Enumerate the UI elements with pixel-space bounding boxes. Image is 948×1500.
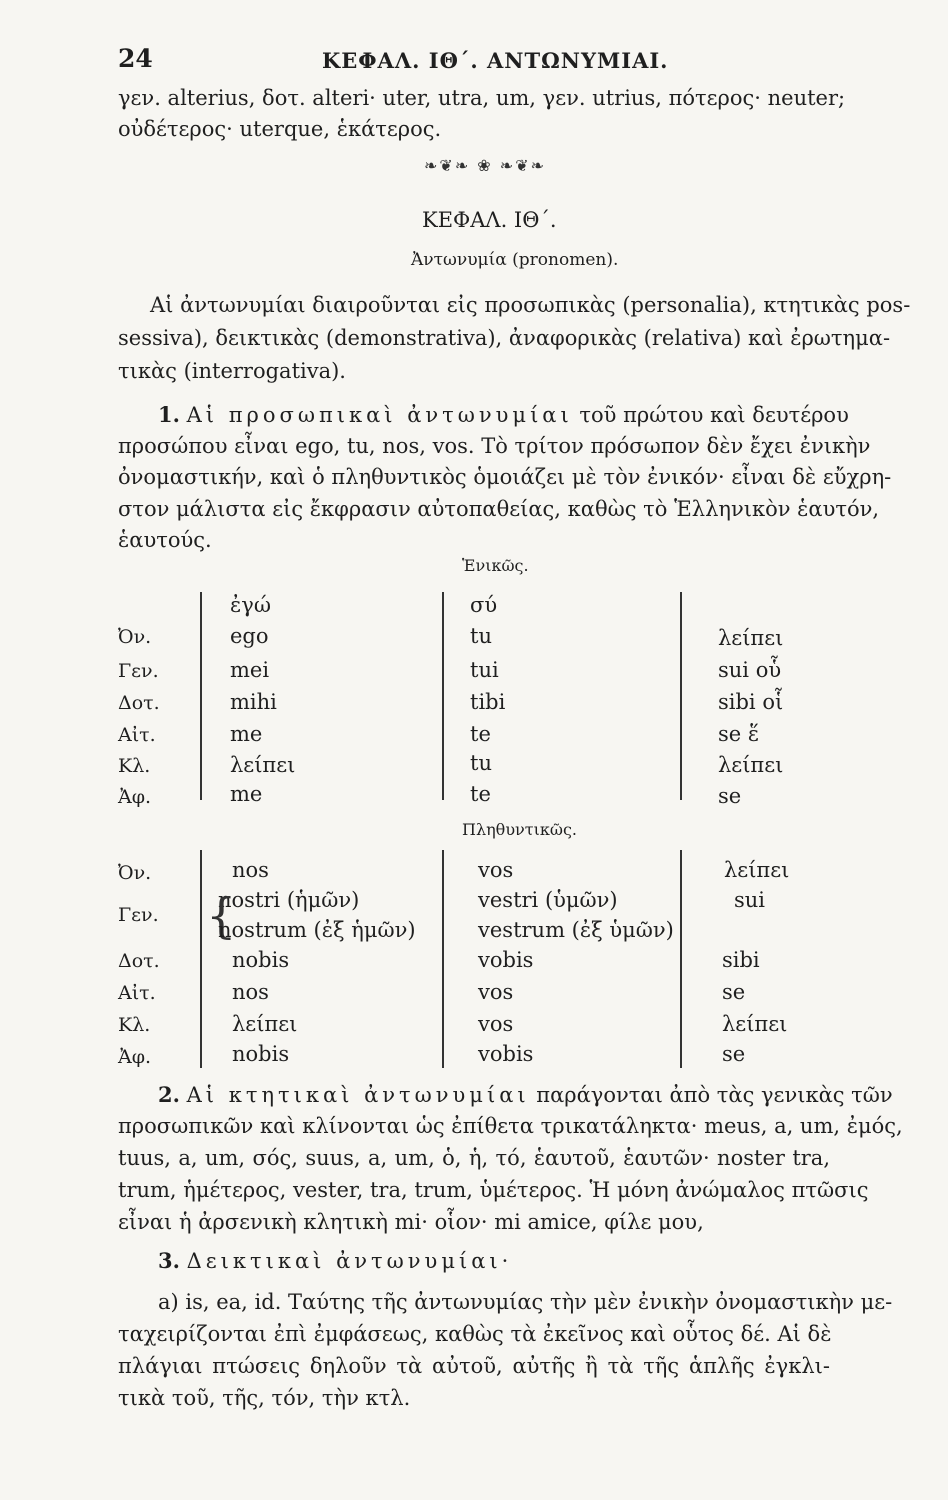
para-intro-line-1: Αἱ ἀντωνυμίαι διαιροῦνται εἰς προσωπικὰς (personalia), κτητικὰς pos- [150, 293, 911, 317]
cell-2nd: vos [478, 858, 514, 882]
case-label: Δοτ. [118, 950, 160, 972]
para2-first-line [158, 1082, 893, 1107]
case-label: Κλ. [118, 755, 151, 777]
para3a-line-1: a) is, ea, id. Ταύτης τῆς ἀντωνυμίας τὴν μὲν ἐνικὴν ὀνομαστικὴν με- [158, 1290, 893, 1314]
cell-2nd: vestri (ὑμῶν) [478, 888, 618, 912]
case-label: Δοτ. [118, 692, 160, 714]
chapter-subtitle: Ἀντωνυμία (pronomen). [411, 250, 619, 270]
cell-3rd: λείπει [724, 858, 790, 882]
cell-2nd: te [470, 722, 491, 746]
chapter-title: ΚΕΦΑΛ. ΙΘ΄. [422, 208, 557, 232]
para3a-line-4: τικὰ τοῦ, τῆς, τόν, τὴν κτλ. [118, 1386, 411, 1410]
para1-number: 1. [158, 402, 180, 427]
cell-2nd: vobis [478, 1042, 534, 1066]
para-intro-line-2: sessiva), δεικτικὰς (demonstrativa), ἀναφορικὰς (relativa) καὶ ἐρωτημα- [118, 326, 891, 350]
para3-number: 3. [158, 1248, 180, 1273]
cell-2nd: tui [470, 658, 499, 682]
para1-line-4: στον μάλιστα εἰς ἔκφρασιν αὐτοπαθείας, καθὼς τὸ Ἑλληνικὸν ἑαυτόν, [118, 497, 880, 521]
cell-1st: nos [232, 980, 269, 1004]
para2-number: 2. [158, 1082, 180, 1107]
running-head: ΚΕΦΑΛ. ΙΘ΄. ΑΝΤΩΝΥΜΙΑΙ. [322, 48, 669, 73]
cell-1st: nostrum (ἐξ ἡμῶν) [218, 918, 416, 942]
table-rule [200, 850, 202, 1068]
para1-spaced-term: Αἱ προσωπικαὶ ἀντωνυμίαι [186, 403, 573, 427]
case-label: Ἀφ. [118, 786, 152, 808]
para2-line-5: εἶναι ἡ ἀρσενικὴ κλητικὴ mi· οἷον· mi amice, φίλε μου, [118, 1210, 704, 1234]
cell-3rd: λείπει [718, 626, 784, 650]
para2-line-2: προσωπικῶν καὶ κλίνονται ὡς ἐπίθετα τρικατάληκτα· meus, a, um, ἐμός, [118, 1114, 903, 1138]
table-rule [680, 592, 682, 800]
singular-heading: Ἑνικῶς. [462, 556, 529, 575]
brace-symbol: { [206, 888, 237, 944]
para2-line-4: trum, ἡμέτερος, vester, tra, trum, ὑμέτερος. Ἡ μόνη ἀνώμαλος πτῶσις [118, 1178, 869, 1202]
cell-3rd: se ἕ [718, 722, 760, 746]
para1-first-line [158, 402, 849, 427]
table-rule [200, 592, 202, 800]
ornament-divider: ❧❦❧ ❀ ❧❦❧ [424, 156, 547, 175]
intro-line-1: γεν. alterius, δοτ. alteri· uter, utra, um, γεν. utrius, πότερος· neuter; [118, 86, 846, 110]
cell-2nd: vobis [478, 948, 534, 972]
cell-2nd: te [470, 782, 491, 806]
cell-3rd: sibi οἷ [718, 690, 784, 714]
cell-1st: nobis [232, 1042, 290, 1066]
para1-first-rest: τοῦ πρώτου καὶ δευτέρου [579, 403, 849, 427]
intro-line-2: οὐδέτερος· uterque, ἑκάτερος. [118, 117, 442, 141]
para2-first-rest: παράγονται ἀπὸ τὰς γενικὰς τῶν [536, 1083, 893, 1107]
cell-1st: nobis [232, 948, 290, 972]
cell-3rd: se [722, 1042, 746, 1066]
cell-2nd: tibi [470, 690, 506, 714]
para2-spaced-term: Αἱ κτητικαὶ ἀντωνυμίαι [186, 1083, 530, 1107]
col-head-ego: ἐγώ [230, 593, 271, 617]
case-label: Γεν. [118, 904, 159, 926]
para-intro-line-3: τικὰς (interrogativa). [118, 359, 346, 383]
cell-2nd: tu [470, 624, 492, 648]
para2-line-3: tuus, a, um, σός, suus, a, um, ὁ, ἡ, τό, ἑαυτοῦ, ἑαυτῶν· noster tra, [118, 1146, 830, 1170]
case-label: Αἰτ. [118, 724, 156, 746]
cell-3rd: λείπει [722, 1012, 788, 1036]
cell-1st: mihi [230, 690, 277, 714]
cell-1st: nos [232, 858, 269, 882]
para3a-line-3: πλάγιαι πτώσεις δηλοῦν τὰ αὐτοῦ, αὐτῆς ἢ τὰ τῆς ἁπλῆς ἐγκλι- [118, 1354, 830, 1378]
cell-1st: me [230, 722, 263, 746]
cell-1st: ego [230, 624, 269, 648]
cell-2nd: vos [478, 980, 514, 1004]
cell-3rd: sibi [722, 948, 760, 972]
col-head-su: σύ [470, 593, 498, 617]
case-label: Ὀν. [118, 862, 152, 884]
para1-line-5: ἑαυτούς. [118, 528, 212, 552]
case-label: Ἀφ. [118, 1046, 152, 1068]
cell-2nd: vos [478, 1012, 514, 1036]
table-rule [680, 850, 682, 1068]
para3-spaced-term: Δεικτικαὶ ἀντωνυμίαι· [186, 1249, 513, 1273]
cell-1st: λείπει [230, 753, 296, 777]
cell-3rd: se [718, 784, 742, 808]
case-label: Γεν. [118, 660, 159, 682]
para3a-line-2: ταχειρίζονται ἐπὶ ἐμφάσεως, καθὼς τὰ ἐκεῖνος καὶ οὗτος δέ. Αἱ δὲ [118, 1322, 832, 1346]
cell-2nd: vestrum (ἐξ ὑμῶν) [478, 918, 674, 942]
para1-line-3: ὀνομαστικήν, καὶ ὁ πληθυντικὸς ὁμοιάζει μὲ τὸν ἐνικόν· εἶναι δὲ εὔχρη- [118, 465, 892, 489]
page-number: 24 [118, 44, 153, 73]
cell-3rd: se [722, 980, 746, 1004]
case-label: Κλ. [118, 1014, 151, 1036]
cell-2nd: tu [470, 751, 492, 775]
plural-heading: Πληθυντικῶς. [462, 820, 577, 839]
table-rule [442, 592, 444, 800]
case-label: Αἰτ. [118, 982, 156, 1004]
cell-3rd: λείπει [718, 753, 784, 777]
cell-1st: me [230, 782, 263, 806]
cell-3rd: sui [734, 888, 766, 912]
cell-3rd: sui οὗ [718, 658, 782, 682]
cell-1st: mei [230, 658, 270, 682]
para3-first-line [158, 1248, 512, 1273]
cell-1st: nostri (ἡμῶν) [218, 888, 360, 912]
para1-line-2: προσώπου εἶναι ego, tu, nos, vos. Τὸ τρίτον πρόσωπον δὲν ἔχει ἐνικὴν [118, 434, 871, 458]
case-label: Ὀν. [118, 626, 152, 648]
table-rule [442, 850, 444, 1068]
cell-1st: λείπει [232, 1012, 298, 1036]
